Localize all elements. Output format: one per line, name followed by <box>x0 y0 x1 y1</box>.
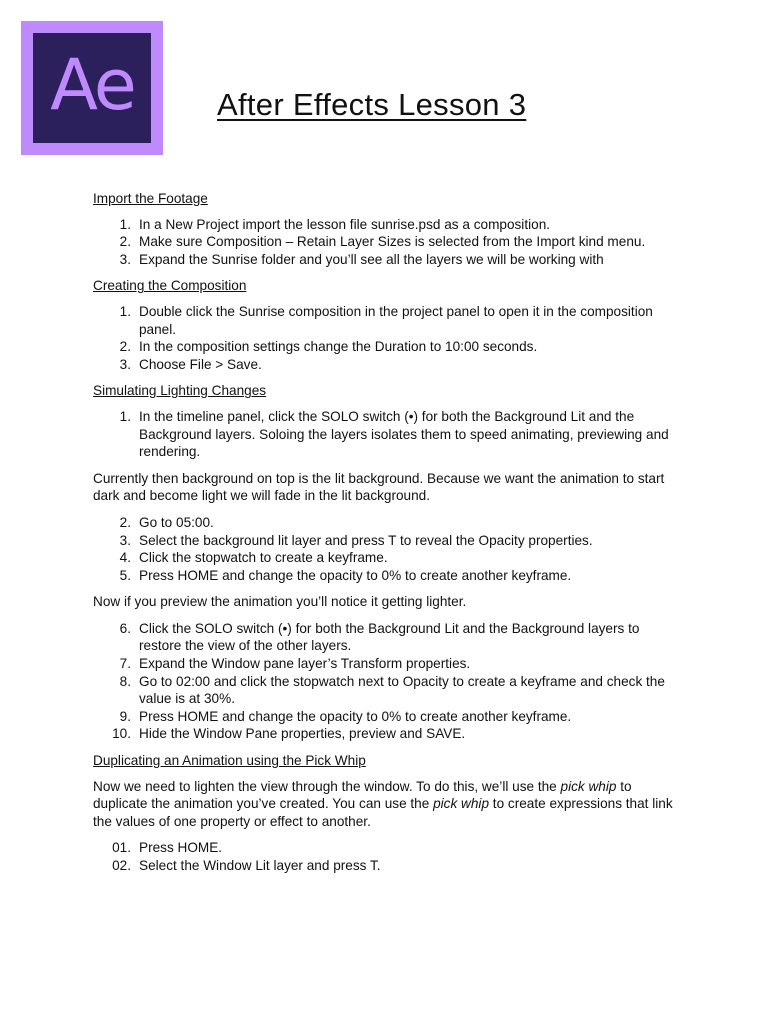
list-item-text: Hide the Window Pane properties, preview and SAVE. <box>139 726 466 742</box>
logo-inner <box>33 33 151 143</box>
list-item <box>93 532 673 550</box>
list-item-text: Expand the Window pane layer’s Transform properties. <box>139 656 471 672</box>
section-heading-duplicating: Duplicating an Animation using the Pick Whip <box>93 753 366 769</box>
list-item <box>93 655 673 673</box>
lighting-paragraph-1: Currently then background on top is the lit background. Because we want the animation to start dark and become light we will fade in the lit background. <box>93 470 665 504</box>
list-item <box>93 251 673 269</box>
list-item <box>93 303 673 338</box>
list-item-text: Make sure Composition – Retain Layer Sizes is selected from the Import kind menu. <box>139 234 646 250</box>
duplicating-text-a: Now we need to lighten the view through the window. To do this, we’ll use the <box>93 778 561 794</box>
import-steps-list <box>93 216 673 269</box>
section-heading-lighting: Simulating Lighting Changes <box>93 383 267 399</box>
list-item <box>93 233 673 251</box>
list-item-number: 7. <box>119 656 131 672</box>
lighting-steps-list-3 <box>93 620 673 743</box>
section-heading-creating: Creating the Composition <box>93 278 247 294</box>
duplicating-steps-list <box>93 839 673 874</box>
list-item-number: 3. <box>119 532 131 548</box>
list-item-text: Select the Window Lit layer and press T. <box>139 858 381 873</box>
list-item-number: 1. <box>119 408 131 424</box>
list-item-number: 1. <box>119 216 131 232</box>
list-item <box>93 673 673 708</box>
list-item-number: 1. <box>119 303 131 319</box>
list-item <box>93 857 673 875</box>
list-item-number: 3. <box>119 356 131 372</box>
list-item-number: 3. <box>119 251 131 267</box>
list-item-text: Select the background lit layer and press T to reveal the Opacity properties. <box>139 532 593 548</box>
pick-whip-term-1: pick whip <box>560 778 617 794</box>
lighting-steps-list-1 <box>93 408 673 461</box>
list-item <box>93 708 673 726</box>
logo-text: Ae <box>50 44 134 126</box>
creating-steps-list <box>93 303 673 373</box>
after-effects-logo <box>21 21 163 155</box>
list-item <box>93 725 673 743</box>
list-item <box>93 567 673 585</box>
list-item <box>93 620 673 655</box>
list-item <box>93 839 673 857</box>
list-item-text: In the composition settings change the Duration to 10:00 seconds. <box>139 339 538 355</box>
list-item <box>93 216 673 234</box>
list-item-text: Press HOME. <box>139 840 223 856</box>
lighting-paragraph-2: Now if you preview the animation you’ll notice it getting lighter. <box>93 594 467 610</box>
list-item-text: Click the stopwatch to create a keyframe. <box>139 550 388 566</box>
list-item-number: 5. <box>119 567 131 583</box>
list-item-text: Expand the Sunrise folder and you’ll see all the layers we will be working with <box>139 251 604 267</box>
list-item-number: 6. <box>119 620 131 636</box>
list-item <box>93 338 673 356</box>
list-item-text: Go to 05:00. <box>139 514 214 530</box>
list-item-number: 8. <box>119 673 131 689</box>
duplicating-text-c: to create expressions that link the values of one property or effect to another. <box>93 796 673 829</box>
list-item-number: 2. <box>119 339 131 355</box>
list-item-text: In a New Project import the lesson file sunrise.psd as a composition. <box>139 216 551 232</box>
list-item-number: 9. <box>119 708 131 724</box>
lighting-steps-list-2 <box>93 514 673 584</box>
list-item-number: 10. <box>112 726 131 742</box>
list-item-number: 4. <box>119 550 131 566</box>
document-body <box>93 190 673 884</box>
section-heading-import: Import the Footage <box>93 191 208 206</box>
list-item-number: 2. <box>119 514 131 530</box>
duplicating-paragraph <box>93 778 673 831</box>
list-item-text: Go to 02:00 and click the stopwatch next to Opacity to create a keyframe and check the value is at 30%. <box>139 673 665 707</box>
list-item-text: Press HOME and change the opacity to 0% to create another keyframe. <box>139 708 572 724</box>
list-item <box>93 549 673 567</box>
list-item <box>93 408 673 461</box>
list-item <box>93 514 673 532</box>
list-item-number: 01. <box>112 840 131 856</box>
list-item <box>93 356 673 374</box>
list-item-text: Press HOME and change the opacity to 0% to create another keyframe. <box>139 567 572 583</box>
page-title: After Effects Lesson 3 <box>217 87 527 122</box>
list-item-number: 2. <box>119 234 131 250</box>
list-item-number: 02. <box>112 858 131 873</box>
list-item-text: Click the SOLO switch (•) for both the Background Lit and the Background layers to restore the view of the other layers. <box>139 620 640 654</box>
duplicating-text-b: to duplicate the animation you’ve created. You can use the <box>93 778 632 812</box>
list-item-text: In the timeline panel, click the SOLO switch (•) for both the Background Lit and the Background layers. Soloing the layers isolates them to speed animating, previewing and rendering. <box>139 408 669 460</box>
list-item-text: Double click the Sunrise composition in the project panel to open it in the composition panel. <box>139 303 653 337</box>
pick-whip-term-2: pick whip <box>433 796 490 812</box>
list-item-text: Choose File > Save. <box>139 356 262 372</box>
